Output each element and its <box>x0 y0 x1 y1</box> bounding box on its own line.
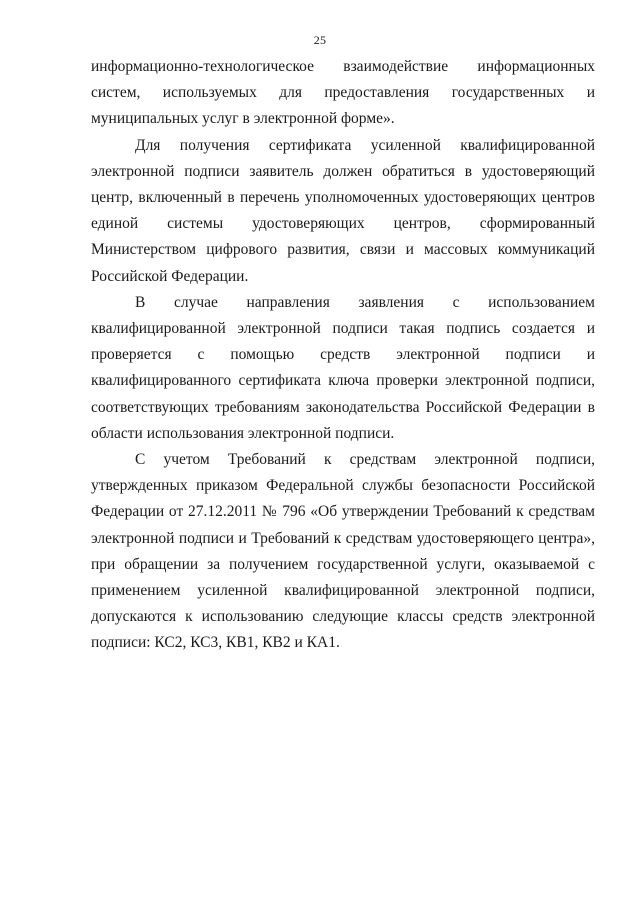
paragraph-qualified-signature: В случае направления заявления с использованием квалифицированной электронной подписи такая подпись создается и проверяется с помощью средств электронной подписи и квалифицированного сертификата ключа проверки электронной подписи, соответствующих требованиям законодательства Российской Федерации в области использования электронной подписи. <box>91 293 595 442</box>
paragraph-continuation: информационно-технологическое взаимодействие информационных систем, используемых для предоставления государственных и муниципальных услуг в электронной форме». <box>91 58 595 128</box>
paragraph-signature-classes: С учетом Требований к средствам электронной подписи, утвержденных приказом Федеральной службы безопасности Российской Федерации от 27.12.2011 № 796 «Об утверждении Требований к средствам электронной подписи и Требований к средствам удостоверяющего центра», при обращении за получением государственной услуги, оказываемой с применением усиленной квалифицированной электронной подписи, допускаются к использованию следующие классы средств электронной подписи: КС2, КС3, КВ1, КВ2 и КА1. <box>91 451 595 652</box>
page-number: 25 <box>313 33 327 47</box>
paragraph-certificate: Для получения сертификата усиленной квалифицированной электронной подписи заявитель должен обратиться в удостоверяющий центр, включенный в перечень уполномоченных удостоверяющих центров единой системы удостоверяющих центров, сформированный Министерством цифрового развития, связи и массовых коммуникаций Российской Федерации. <box>91 136 595 285</box>
document-body <box>91 54 595 657</box>
